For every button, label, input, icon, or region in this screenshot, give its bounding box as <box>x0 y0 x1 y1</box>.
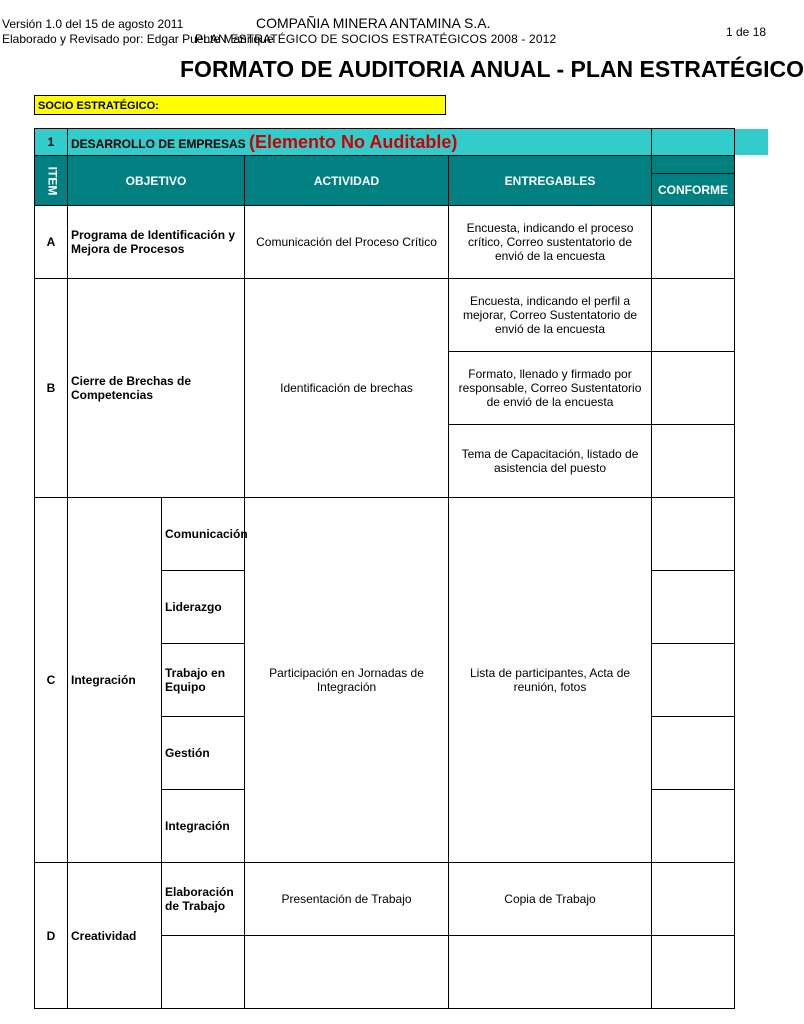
page-title: FORMATO DE AUDITORIA ANUAL - PLAN ESTRATÉGICO <box>180 56 804 82</box>
conforme-cell-c-5[interactable] <box>652 790 735 863</box>
subitem-d-1: Elaboración de Trabajo <box>162 863 245 936</box>
subitem-c-3: Trabajo en Equipo <box>162 644 245 717</box>
column-header-conforme-top <box>652 156 735 174</box>
objetivo-d: Creatividad <box>68 863 162 1009</box>
section-title <box>68 129 652 156</box>
conforme-cell-a[interactable] <box>652 206 735 279</box>
version-text: Versión 1.0 del 15 de agosto 2011 <box>2 17 184 31</box>
table-row <box>35 863 735 936</box>
conforme-cell-c-3[interactable] <box>652 644 735 717</box>
conforme-cell-b-2[interactable] <box>652 352 735 425</box>
conforme-cell-c-4[interactable] <box>652 717 735 790</box>
entregable-b-1: Encuesta, indicando el perfil a mejorar, Correo Sustentatorio de envió de la encuesta <box>449 279 652 352</box>
subitem-c-2: Liderazgo <box>162 571 245 644</box>
objetivo-a: Programa de Identificación y Mejora de Procesos <box>68 206 245 279</box>
table-row <box>35 206 735 279</box>
conforme-cell-d-2[interactable] <box>652 936 735 1009</box>
column-header-item: ITEM <box>35 156 68 206</box>
item-letter-b: B <box>35 279 68 498</box>
entregable-d: Copia de Trabajo <box>449 863 652 936</box>
section-header-row <box>35 129 735 156</box>
section-title-text: DESARROLLO DE EMPRESAS <box>71 136 246 151</box>
subitem-c-1: Comunicación <box>162 498 245 571</box>
entregable-d-2 <box>449 936 652 1009</box>
audit-table <box>34 128 735 1009</box>
table-row <box>35 279 735 352</box>
actividad-a: Comunicación del Proceso Crítico <box>245 206 449 279</box>
actividad-d-2 <box>245 936 449 1009</box>
subitem-d-2 <box>162 936 245 1009</box>
table-row <box>35 498 735 571</box>
conforme-cell-d-1[interactable] <box>652 863 735 936</box>
actividad-b: Identificación de brechas <box>245 279 449 498</box>
actividad-d: Presentación de Trabajo <box>245 863 449 936</box>
entregable-b-3: Tema de Capacitación, listado de asistencia del puesto <box>449 425 652 498</box>
column-header-actividad: ACTIVIDAD <box>245 156 449 206</box>
item-letter-c: C <box>35 498 68 863</box>
conforme-cell-b-3[interactable] <box>652 425 735 498</box>
actividad-c: Participación en Jornadas de Integración <box>245 498 449 863</box>
objetivo-c: Integración <box>68 498 162 863</box>
section-header-fill-cell <box>652 129 735 156</box>
column-header-entregables: ENTREGABLES <box>449 156 652 206</box>
section-header-fill <box>734 129 768 155</box>
entregable-a: Encuesta, indicando el proceso crítico, Correo sustentatorio de envió de la encuesta <box>449 206 652 279</box>
section-number: 1 <box>35 129 68 156</box>
conforme-cell-b-1[interactable] <box>652 279 735 352</box>
entregable-c: Lista de participantes, Acta de reunión, fotos <box>449 498 652 863</box>
column-header-conforme: CONFORME <box>652 174 735 206</box>
item-letter-d: D <box>35 863 68 1009</box>
column-header-objetivo: OBJETIVO <box>68 156 245 206</box>
conforme-cell-c-2[interactable] <box>652 571 735 644</box>
audit-table-container <box>34 128 734 943</box>
elaborated-by-text: Elaborado y Revisado por: Edgar Puente Manrique <box>2 32 274 46</box>
subitem-c-5: Integración <box>162 790 245 863</box>
section-note: (Elemento No Auditable) <box>249 131 458 152</box>
column-header-row <box>35 156 735 174</box>
item-letter-a: A <box>35 206 68 279</box>
plan-subtitle: PLAN ESTRATÉGICO DE SOCIOS ESTRATÉGICOS 2008 - 2012 <box>195 32 557 46</box>
subitem-c-4: Gestión <box>162 717 245 790</box>
page-number: 1 de 18 <box>726 25 767 39</box>
entregable-b-2: Formato, llenado y firmado por responsable, Correo Sustentatorio de envió de la encuesta <box>449 352 652 425</box>
socio-estrategico-field[interactable]: SOCIO ESTRATÉGICO: <box>34 95 446 115</box>
company-name: COMPAÑIA MINERA ANTAMINA S.A. <box>256 15 491 31</box>
conforme-cell-c-1[interactable] <box>652 498 735 571</box>
objetivo-b: Cierre de Brechas de Competencias <box>68 279 245 498</box>
